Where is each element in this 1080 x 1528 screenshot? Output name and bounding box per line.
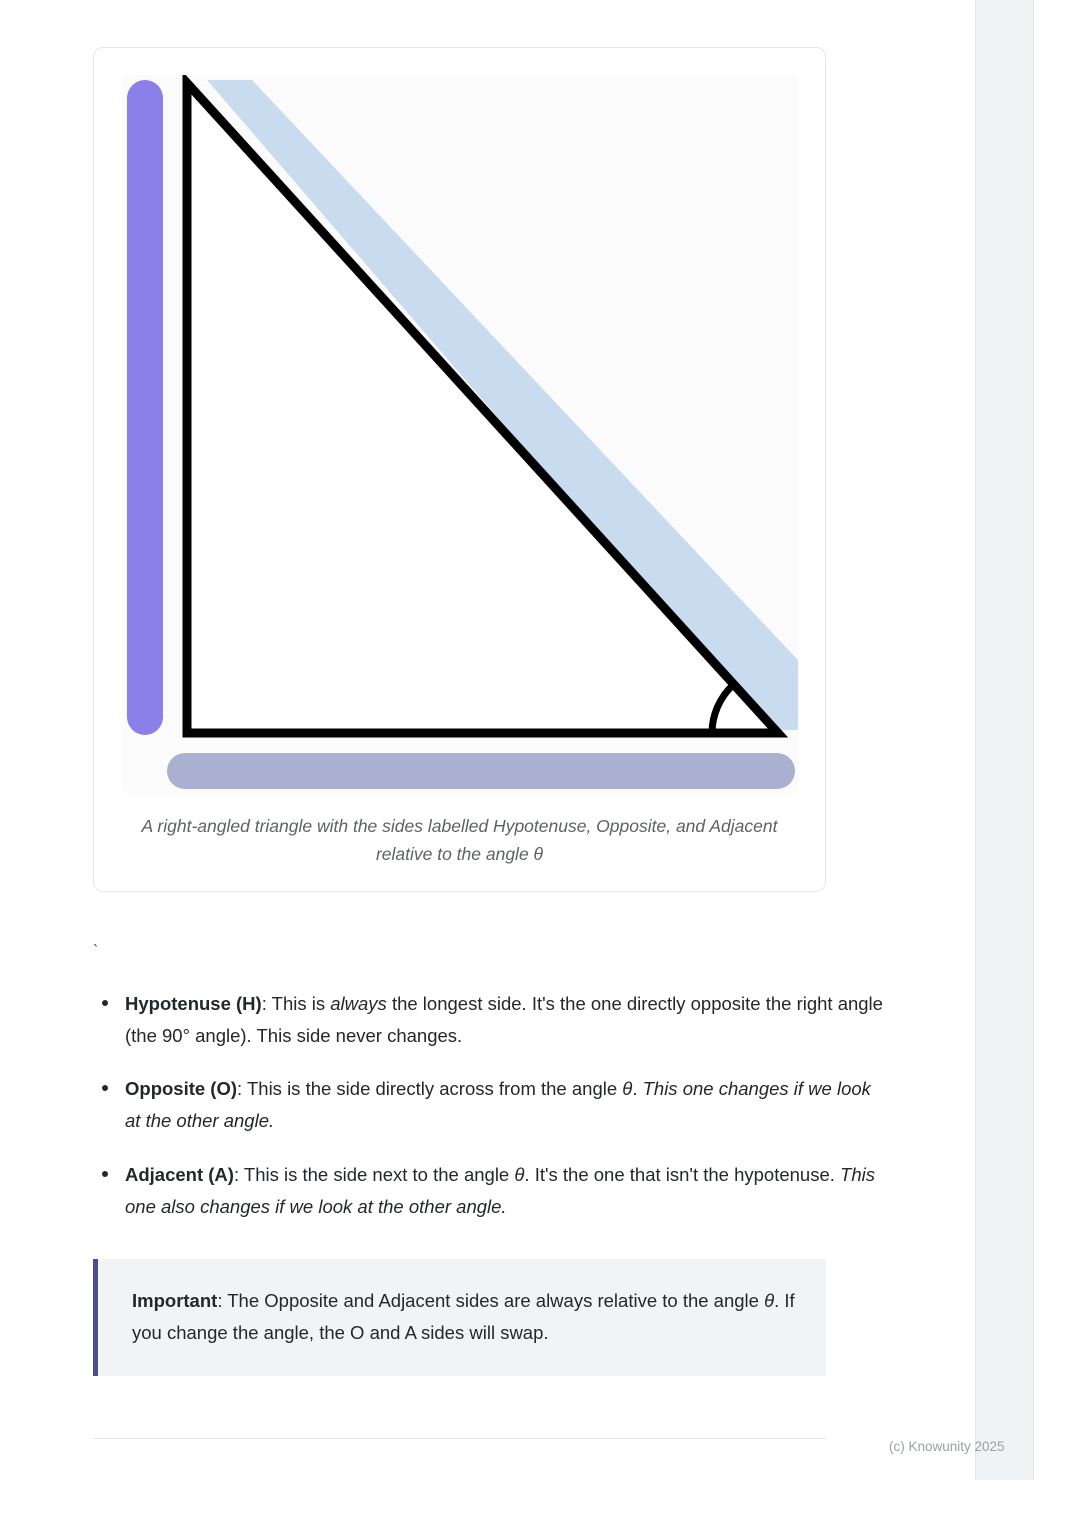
text-opposite-0: : This is the side directly across from the angle bbox=[237, 1078, 623, 1100]
term-opposite: Opposite (O) bbox=[125, 1078, 238, 1100]
term-adjacent: Adjacent (A) bbox=[125, 1163, 234, 1185]
triangle-diagram-svg bbox=[122, 75, 798, 796]
page-right-edge bbox=[975, 0, 1034, 1480]
triangle-diagram bbox=[122, 75, 798, 796]
figure-card bbox=[93, 47, 826, 892]
footer-divider bbox=[93, 1438, 826, 1439]
opposite-highlight-bar bbox=[127, 80, 163, 735]
list-item bbox=[93, 1073, 883, 1137]
definitions-list bbox=[93, 988, 883, 1223]
triangle-outline bbox=[187, 83, 778, 733]
adjacent-highlight-bar bbox=[167, 753, 795, 789]
text-opposite-1: θ bbox=[622, 1078, 633, 1100]
text-adjacent-3: This one also changes if we look at the other angle. bbox=[125, 1163, 875, 1217]
text-opposite-3: This one changes if we look at the other angle. bbox=[125, 1078, 871, 1132]
callout-label: Important bbox=[132, 1289, 218, 1311]
text-adjacent-0: : This is the side next to the angle bbox=[233, 1163, 515, 1185]
text-opposite-2: . bbox=[632, 1078, 643, 1100]
important-callout bbox=[93, 1259, 826, 1377]
text-adjacent-1: θ bbox=[514, 1163, 525, 1185]
stray-backtick: ` bbox=[93, 942, 99, 960]
copyright-notice: (c) Knowunity 2025 bbox=[889, 1439, 1005, 1454]
callout-text-1: θ bbox=[764, 1289, 775, 1311]
list-item bbox=[93, 1159, 883, 1223]
document-content bbox=[93, 0, 883, 1439]
text-hypotenuse-0: : This is bbox=[261, 992, 331, 1014]
term-hypotenuse: Hypotenuse (H) bbox=[125, 992, 262, 1014]
text-hypotenuse-1: always bbox=[330, 992, 387, 1014]
text-hypotenuse-2: the longest side. It's the one directly opposite the right angle (the 90° angle). This side never changes. bbox=[125, 992, 883, 1046]
text-adjacent-2: . It's the one that isn't the hypotenuse. bbox=[524, 1163, 841, 1185]
callout-text-0: : The Opposite and Adjacent sides are always relative to the angle bbox=[217, 1289, 765, 1311]
figure-caption: A right-angled triangle with the sides labelled Hypotenuse, Opposite, and Adjacent relative to the angle θ bbox=[141, 816, 778, 865]
callout-text-2: . If you change the angle, the O and A sides will swap. bbox=[132, 1289, 795, 1344]
list-item bbox=[93, 988, 883, 1052]
